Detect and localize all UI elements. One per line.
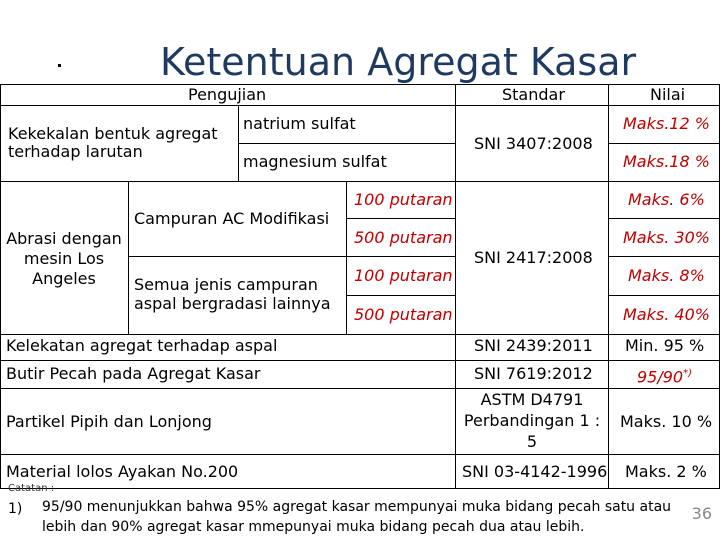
inner-border [608, 218, 720, 219]
partikel-standar: ASTM D4791 [480, 390, 584, 409]
abrasi-nilai: Maks. 30% [623, 228, 710, 247]
natrium-sulfat: natrium sulfat [243, 114, 356, 133]
abrasi-label: Abrasi dengan [6, 229, 122, 248]
column-border [128, 181, 129, 334]
note-line: 95/90 menunjukkan bahwa 95% agregat kasar mempunyai muka bidang pecah satu atau [42, 499, 672, 515]
kelekatan-nilai: Min. 95 % [625, 336, 705, 355]
butir-pecah-standar: SNI 7619:2012 [474, 364, 593, 383]
putaran-500: 500 putaran [354, 305, 453, 324]
kekekalan-label: terhadap larutan [8, 142, 143, 161]
putaran-500: 500 putaran [354, 228, 453, 247]
semua-jenis-campuran: aspal bergradasi lainnya [134, 294, 331, 313]
column-border [346, 181, 347, 334]
inner-border [608, 256, 720, 257]
partikel-nilai: Maks. 10 % [620, 412, 713, 431]
inner-border [608, 143, 720, 144]
row-border [0, 334, 720, 335]
magnesium-nilai: Maks.18 % [623, 152, 710, 171]
header-nilai: Nilai [650, 85, 686, 104]
column-border [238, 105, 239, 181]
campuran-ac-modifikasi: Campuran AC Modifikasi [134, 209, 330, 228]
row-border [0, 360, 720, 361]
note-number: 1) [8, 501, 23, 517]
row-border [0, 454, 720, 455]
magnesium-sulfat: magnesium sulfat [243, 152, 387, 171]
table-bottom-border [0, 488, 720, 489]
kekekalan-standar: SNI 3407:2008 [474, 134, 593, 153]
material-label: Material lolos Ayakan No.200 [6, 462, 239, 481]
header-standar: Standar [502, 85, 565, 104]
kelekatan-standar: SNI 2439:2011 [474, 336, 593, 355]
kekekalan-label: Kekekalan bentuk agregat [8, 124, 218, 143]
kelekatan-label: Kelekatan agregat terhadap aspal [6, 336, 278, 355]
material-standar: SNI 03-4142-1996 [462, 462, 608, 481]
putaran-100: 100 putaran [354, 266, 453, 285]
natrium-nilai: Maks.12 % [623, 114, 710, 133]
butir-pecah-label: Butir Pecah pada Agregat Kasar [6, 364, 261, 383]
note-line: lebih dan 90% agregat kasar mmepunyai muka bidang pecah dua atau lebih. [42, 519, 585, 535]
inner-border [346, 295, 455, 296]
abrasi-nilai: Maks. 8% [628, 266, 705, 285]
abrasi-label: Angeles [32, 269, 96, 288]
abrasi-nilai: Maks. 6% [628, 190, 705, 209]
inner-border [238, 143, 455, 144]
partikel-label: Partikel Pipih dan Lonjong [6, 412, 212, 431]
note-heading: Catatan : [8, 483, 55, 494]
table-top-border [0, 84, 720, 85]
putaran-100: 100 putaran [354, 190, 453, 209]
abrasi-standar: SNI 2417:2008 [474, 248, 593, 267]
butir-pecah-nilai: 95/90*) [637, 367, 693, 387]
semua-jenis-campuran: Semua jenis campuran [134, 275, 318, 294]
row-border [0, 181, 720, 182]
abrasi-label: mesin Los [23, 249, 105, 268]
abrasi-nilai: Maks. 40% [623, 305, 710, 324]
inner-border [608, 295, 720, 296]
row-border [0, 388, 720, 389]
partikel-standar: Perbandingan 1 : [463, 411, 601, 430]
table-left-border [0, 84, 1, 488]
header-bottom-border [0, 105, 720, 106]
inner-border [128, 256, 455, 257]
page-number: 36 [691, 504, 712, 523]
header-pengujian: Pengujian [188, 85, 267, 104]
material-nilai: Maks. 2 % [625, 462, 707, 481]
column-border [608, 84, 609, 488]
partikel-standar: 5 [526, 432, 538, 451]
page-title: Ketentuan Agregat Kasar [160, 40, 637, 84]
inner-border [346, 218, 455, 219]
